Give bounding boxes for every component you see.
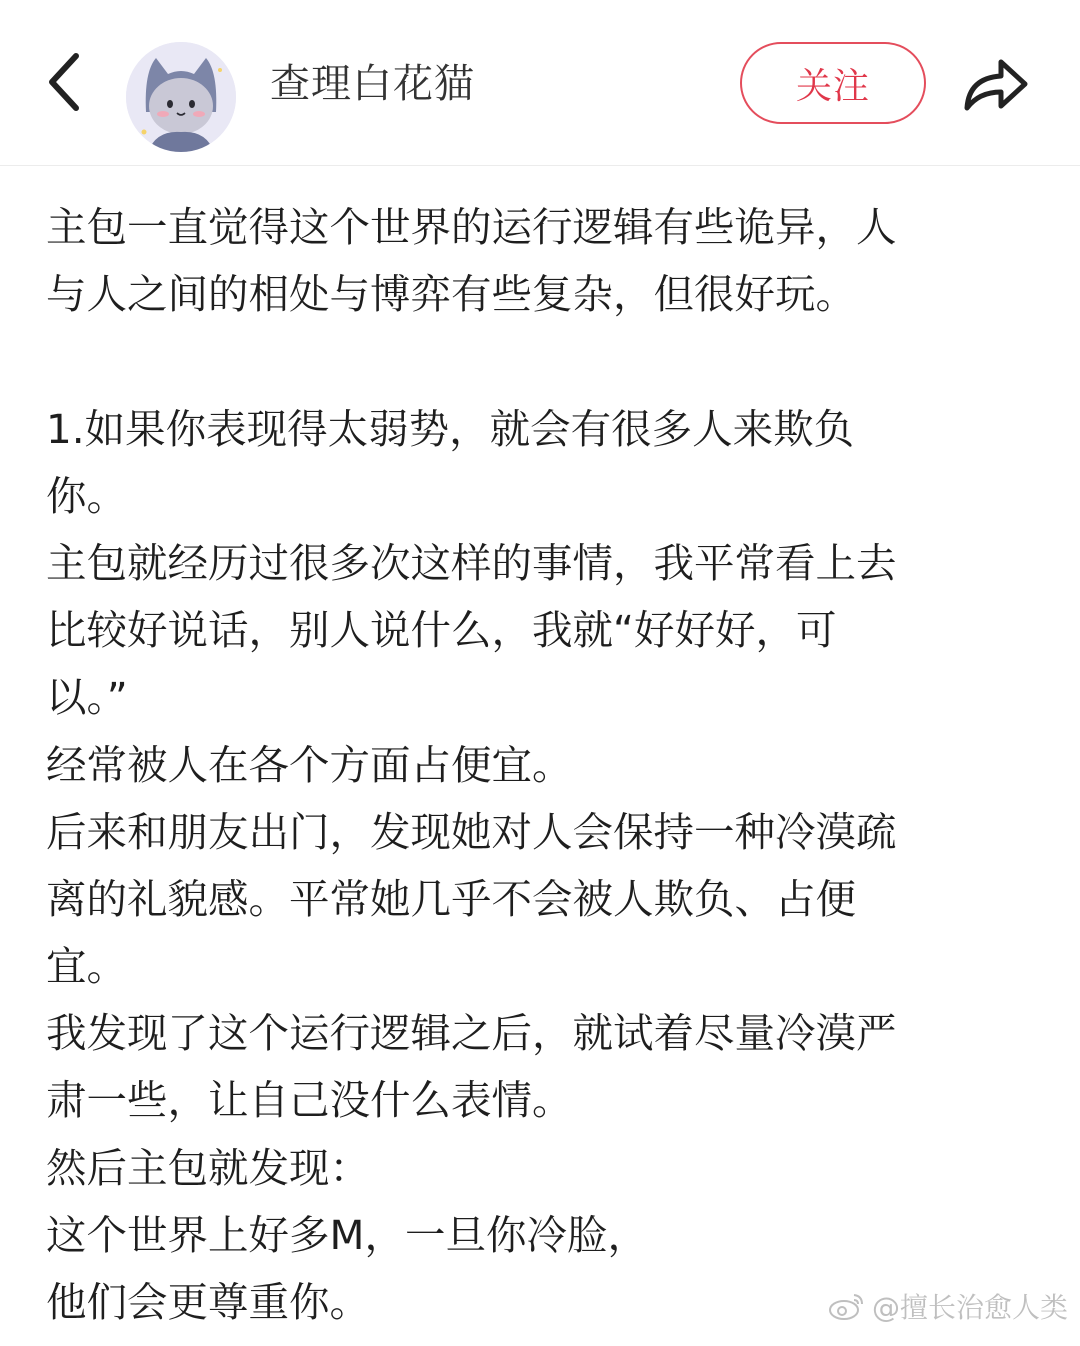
weibo-logo-icon: [828, 1291, 866, 1321]
back-button[interactable]: [34, 50, 94, 114]
share-button[interactable]: [956, 46, 1036, 122]
post-line: 经常被人在各个方面占便宜。: [46, 740, 573, 789]
post-line: 后来和朋友出门，发现她对人会保持一种冷漠疏: [46, 807, 897, 856]
post-line: 我发现了这个运行逻辑之后，就试着尽量冷漠严: [46, 1009, 897, 1058]
avatar[interactable]: [126, 42, 236, 152]
follow-button[interactable]: 关注: [740, 42, 926, 124]
post-line: 宜。: [46, 942, 127, 991]
post-line: 离的礼貌感。平常她几乎不会被人欺负、占便: [46, 874, 856, 923]
watermark-text: @擅长治愈人类: [871, 1291, 1068, 1324]
post-line: 主包就经历过很多次这样的事情，我平常看上去: [46, 538, 897, 587]
post-line: 主包一直觉得这个世界的运行逻辑有些诡异，人: [46, 203, 897, 251]
post-line: 这个世界上好多M，一旦你冷脸，: [46, 1210, 648, 1259]
chevron-left-icon: [44, 50, 84, 114]
watermark: [828, 1286, 1068, 1326]
post-line: 比较好说话，别人说什么，我就“好好好，可: [46, 606, 837, 655]
top-bar: [0, 0, 1080, 166]
username[interactable]: 查理白花猫: [270, 61, 475, 107]
post-line: 他们会更尊重你。: [46, 1278, 370, 1326]
cat-avatar-image: [126, 42, 236, 152]
share-arrow-icon: [961, 54, 1031, 114]
post-line: 1.如果你表现得太弱势，就会有很多人来欺负: [46, 404, 855, 453]
post-line: 你。: [46, 471, 127, 520]
post-line: [46, 328, 1036, 395]
post-body: [46, 194, 1036, 1336]
post-line: 以。”: [46, 673, 128, 722]
post-line: 肃一些，让自己没什么表情。: [46, 1076, 573, 1125]
post-line: 与人之间的相处与博弈有些复杂，但很好玩。: [46, 270, 856, 319]
post-line: 然后主包就发现：: [46, 1143, 370, 1192]
